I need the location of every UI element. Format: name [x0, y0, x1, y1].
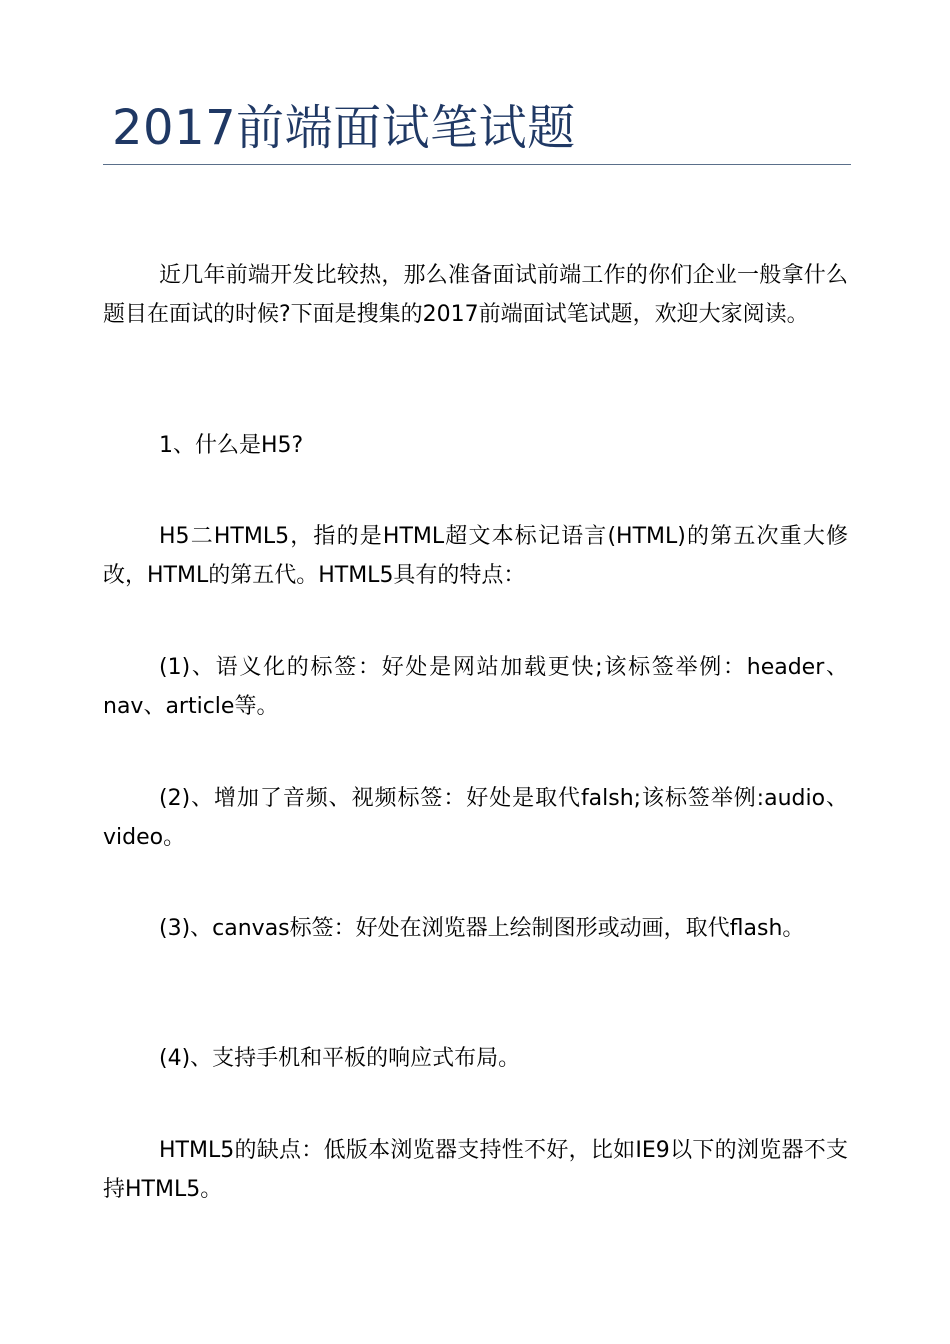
title-underline — [103, 164, 851, 165]
document-title: 2017前端面试笔试题 — [112, 100, 576, 156]
paragraph-feature-4: (4)、支持手机和平板的响应式布局。 — [159, 1046, 521, 1071]
paragraph-question-1: 1、什么是H5? — [159, 433, 304, 458]
paragraph-feature-1: (1)、语义化的标签：好处是网站加载更快;该标签举例：header、nav、article等。 — [103, 655, 848, 719]
paragraph-feature-2: (2)、增加了音频、视频标签：好处是取代falsh;该标签举例:audio、video。 — [103, 786, 848, 850]
paragraph-feature-3: (3)、canvas标签：好处在浏览器上绘制图形或动画，取代flash。 — [159, 916, 805, 941]
paragraph-intro: 近几年前端开发比较热，那么准备面试前端工作的你们企业一般拿什么题目在面试的时候?下面是搜集的2017前端面试笔试题，欢迎大家阅读。 — [103, 263, 848, 327]
paragraph-drawbacks: HTML5的缺点：低版本浏览器支持性不好，比如IE9以下的浏览器不支持HTML5。 — [103, 1138, 848, 1202]
paragraph-h5-definition: H5二HTML5，指的是HTML超文本标记语言(HTML)的第五次重大修改，HTML的第五代。HTML5具有的特点： — [103, 524, 848, 588]
